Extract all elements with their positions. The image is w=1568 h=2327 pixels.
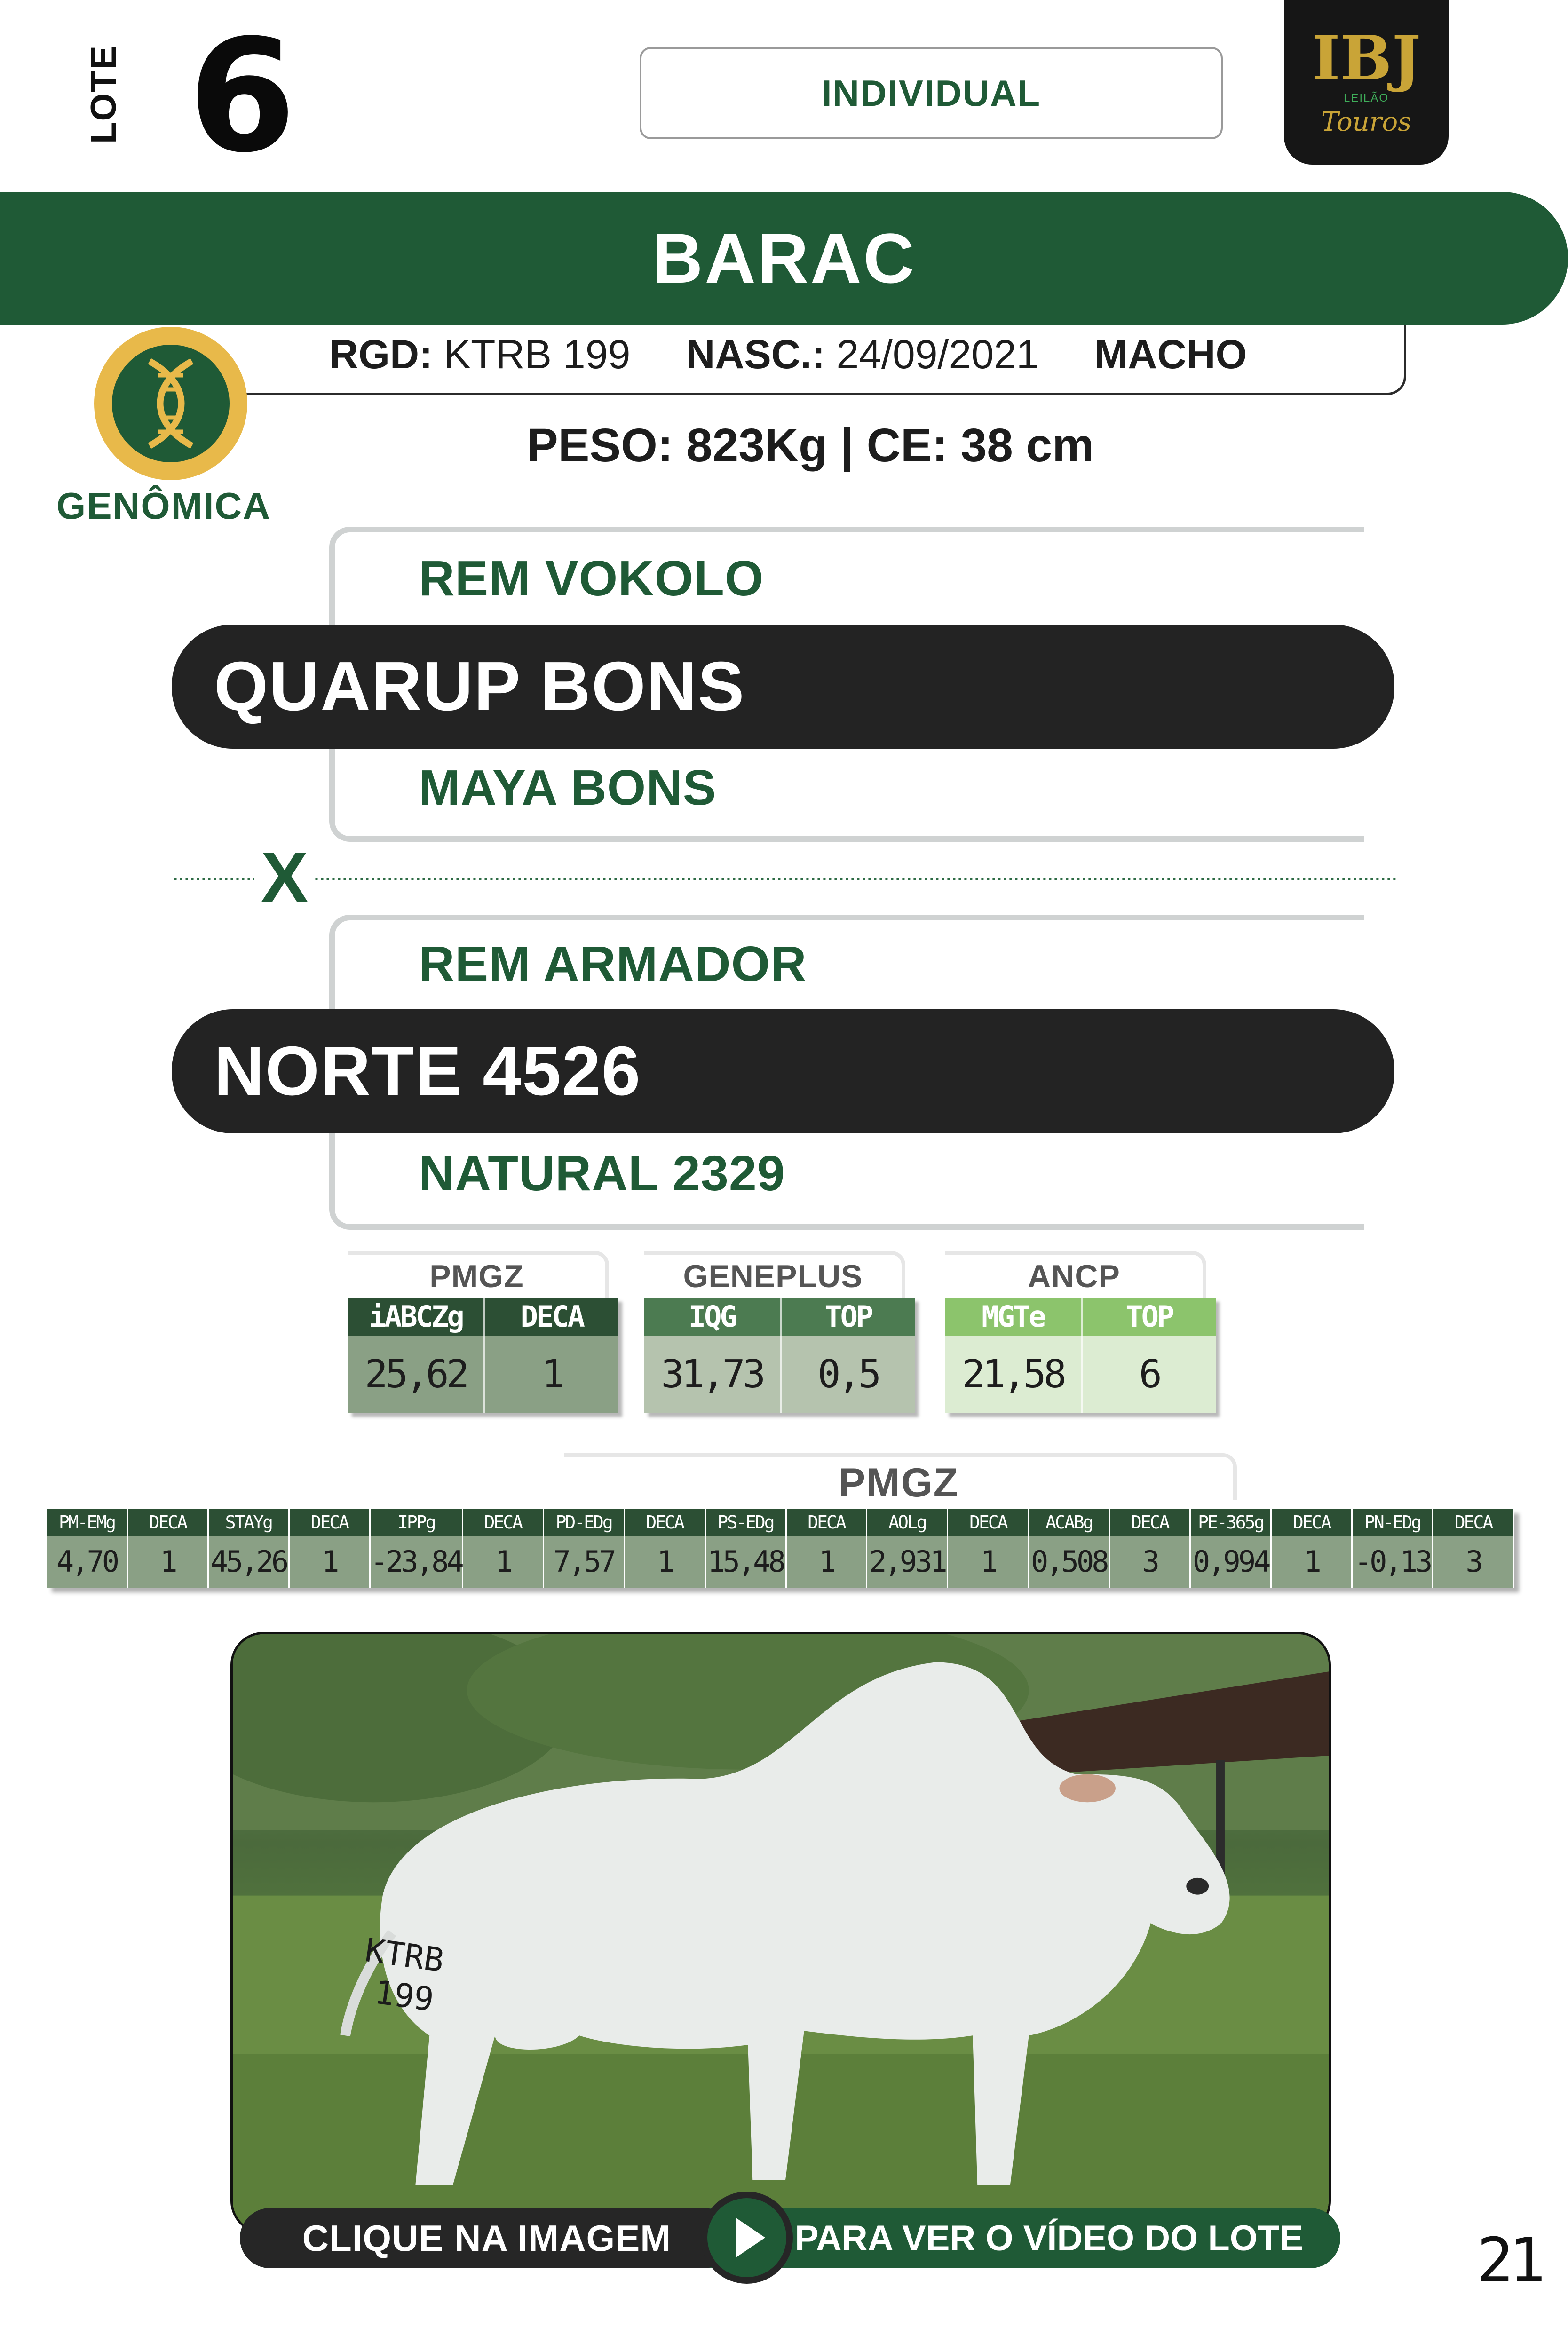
pmgz-value: 4,70	[47, 1536, 128, 1588]
index-value: 0,5	[780, 1336, 915, 1413]
pmgz-header: DECA	[948, 1509, 1029, 1536]
index-header: TOP	[780, 1298, 915, 1336]
pmgz-header: DECA	[625, 1509, 706, 1536]
cta-left-text: CLIQUE NA IMAGEM	[302, 2217, 672, 2259]
dam-sire: REM ARMADOR	[419, 936, 807, 992]
dam-dam: NATURAL 2329	[419, 1146, 785, 1201]
svg-text:KTRB: KTRB	[363, 1931, 446, 1980]
lote-label	[71, 38, 136, 150]
pmgz-value: 3	[1110, 1536, 1191, 1588]
sire-name: QUARUP BONS	[214, 648, 745, 725]
index-title: PMGZ	[348, 1251, 609, 1298]
pmgz-header: IPPg	[371, 1509, 463, 1536]
pmgz-value: 2,931	[867, 1536, 948, 1588]
bull-illustration	[233, 1634, 1329, 2232]
cross-divider	[174, 878, 1397, 880]
index-group-3	[945, 1251, 1216, 1413]
genomic-label: GENÔMICA	[56, 485, 271, 527]
bull-photo[interactable]	[230, 1632, 1331, 2234]
index-table	[348, 1298, 618, 1413]
index-header: IQG	[644, 1298, 780, 1336]
pmgz-header: STAYg	[209, 1509, 290, 1536]
index-value: 6	[1081, 1336, 1216, 1413]
pmgz-header: DECA	[1433, 1509, 1514, 1536]
pmgz-header: PS-EDg	[706, 1509, 787, 1536]
sire-bar	[172, 625, 1394, 749]
pmgz-value: 0,508	[1029, 1536, 1110, 1588]
dam-name: NORTE 4526	[214, 1032, 641, 1110]
sex-value: MACHO	[1094, 332, 1247, 377]
index-header: TOP	[1081, 1298, 1216, 1336]
weight-ce: PESO: 823Kg | CE: 38 cm	[527, 419, 1094, 472]
pmgz-value: 1	[1272, 1536, 1353, 1588]
index-header: iABCZg	[348, 1298, 483, 1336]
pmgz-header: DECA	[1110, 1509, 1191, 1536]
pmgz-value: 0,994	[1191, 1536, 1272, 1588]
cta-right-text: PARA VER O VÍDEO DO LOTE	[795, 2218, 1303, 2258]
dna-icon	[94, 327, 247, 480]
pmgz-value: 15,48	[706, 1536, 787, 1588]
pmgz-value: 1	[463, 1536, 544, 1588]
pmgz-detail-title: PMGZ	[564, 1453, 1237, 1500]
pmgz-value: 1	[787, 1536, 868, 1588]
pmgz-header: PD-EDg	[544, 1509, 625, 1536]
index-value: 21,58	[945, 1336, 1081, 1413]
logo-mark: IBJ	[1311, 22, 1421, 94]
rgd-label: RGD:	[329, 332, 433, 377]
sire-dam: MAYA BONS	[419, 760, 717, 815]
pmgz-header: AOLg	[867, 1509, 948, 1536]
pmgz-header: PN-EDg	[1353, 1509, 1433, 1536]
index-group-1	[348, 1251, 618, 1413]
sire-sire: REM VOKOLO	[419, 551, 764, 606]
dam-bar	[172, 1009, 1394, 1133]
index-value: 1	[483, 1336, 619, 1413]
index-value: 31,73	[644, 1336, 780, 1413]
cross-mark: X	[254, 842, 315, 912]
pmgz-header: DECA	[128, 1509, 209, 1536]
pmgz-header: PM-EMg	[47, 1509, 128, 1536]
logo-script: Touros	[1321, 106, 1411, 137]
auction-logo	[1284, 0, 1449, 165]
pmgz-value: 1	[625, 1536, 706, 1588]
animal-name-bar	[0, 192, 1568, 325]
pmgz-detail-table	[47, 1509, 1514, 1588]
index-title: GENEPLUS	[644, 1251, 905, 1298]
pmgz-value: 1	[128, 1536, 209, 1588]
sale-type-label: INDIVIDUAL	[821, 72, 1041, 114]
pmgz-header: DECA	[463, 1509, 544, 1536]
nasc-value: 24/09/2021	[836, 332, 1039, 377]
index-header: MGTe	[945, 1298, 1081, 1336]
pmgz-header: DECA	[290, 1509, 371, 1536]
pmgz-value: -23,84	[371, 1536, 463, 1588]
pmgz-header: DECA	[1272, 1509, 1353, 1536]
pmgz-value: 45,26	[209, 1536, 290, 1588]
rgd-value: KTRB 199	[443, 332, 631, 377]
index-table	[644, 1298, 915, 1413]
pmgz-header: DECA	[787, 1509, 868, 1536]
pmgz-value: -0,13	[1353, 1536, 1433, 1588]
pmgz-value: 1	[290, 1536, 371, 1588]
sale-type-badge	[640, 47, 1223, 139]
pmgz-header: PE-365g	[1191, 1509, 1272, 1536]
pmgz-value: 7,57	[544, 1536, 625, 1588]
pmgz-value: 3	[1433, 1536, 1514, 1588]
index-table	[945, 1298, 1216, 1413]
index-header: DECA	[483, 1298, 619, 1336]
pmgz-value: 1	[948, 1536, 1029, 1588]
play-icon[interactable]	[701, 2192, 793, 2284]
lote-label-text: LOTE	[83, 44, 124, 144]
index-group-2	[644, 1251, 915, 1413]
index-value: 25,62	[348, 1336, 483, 1413]
svg-text:199: 199	[372, 1973, 436, 2019]
index-title: ANCP	[945, 1251, 1206, 1298]
pmgz-header: ACABg	[1029, 1509, 1110, 1536]
animal-name: BARAC	[652, 218, 916, 298]
nasc-label: NASC.:	[686, 332, 825, 377]
page-number: 21	[1477, 2224, 1541, 2296]
registry-info	[329, 332, 1247, 378]
lote-number: 6	[188, 6, 296, 187]
logo-tag: LEILÃO	[1343, 91, 1389, 104]
